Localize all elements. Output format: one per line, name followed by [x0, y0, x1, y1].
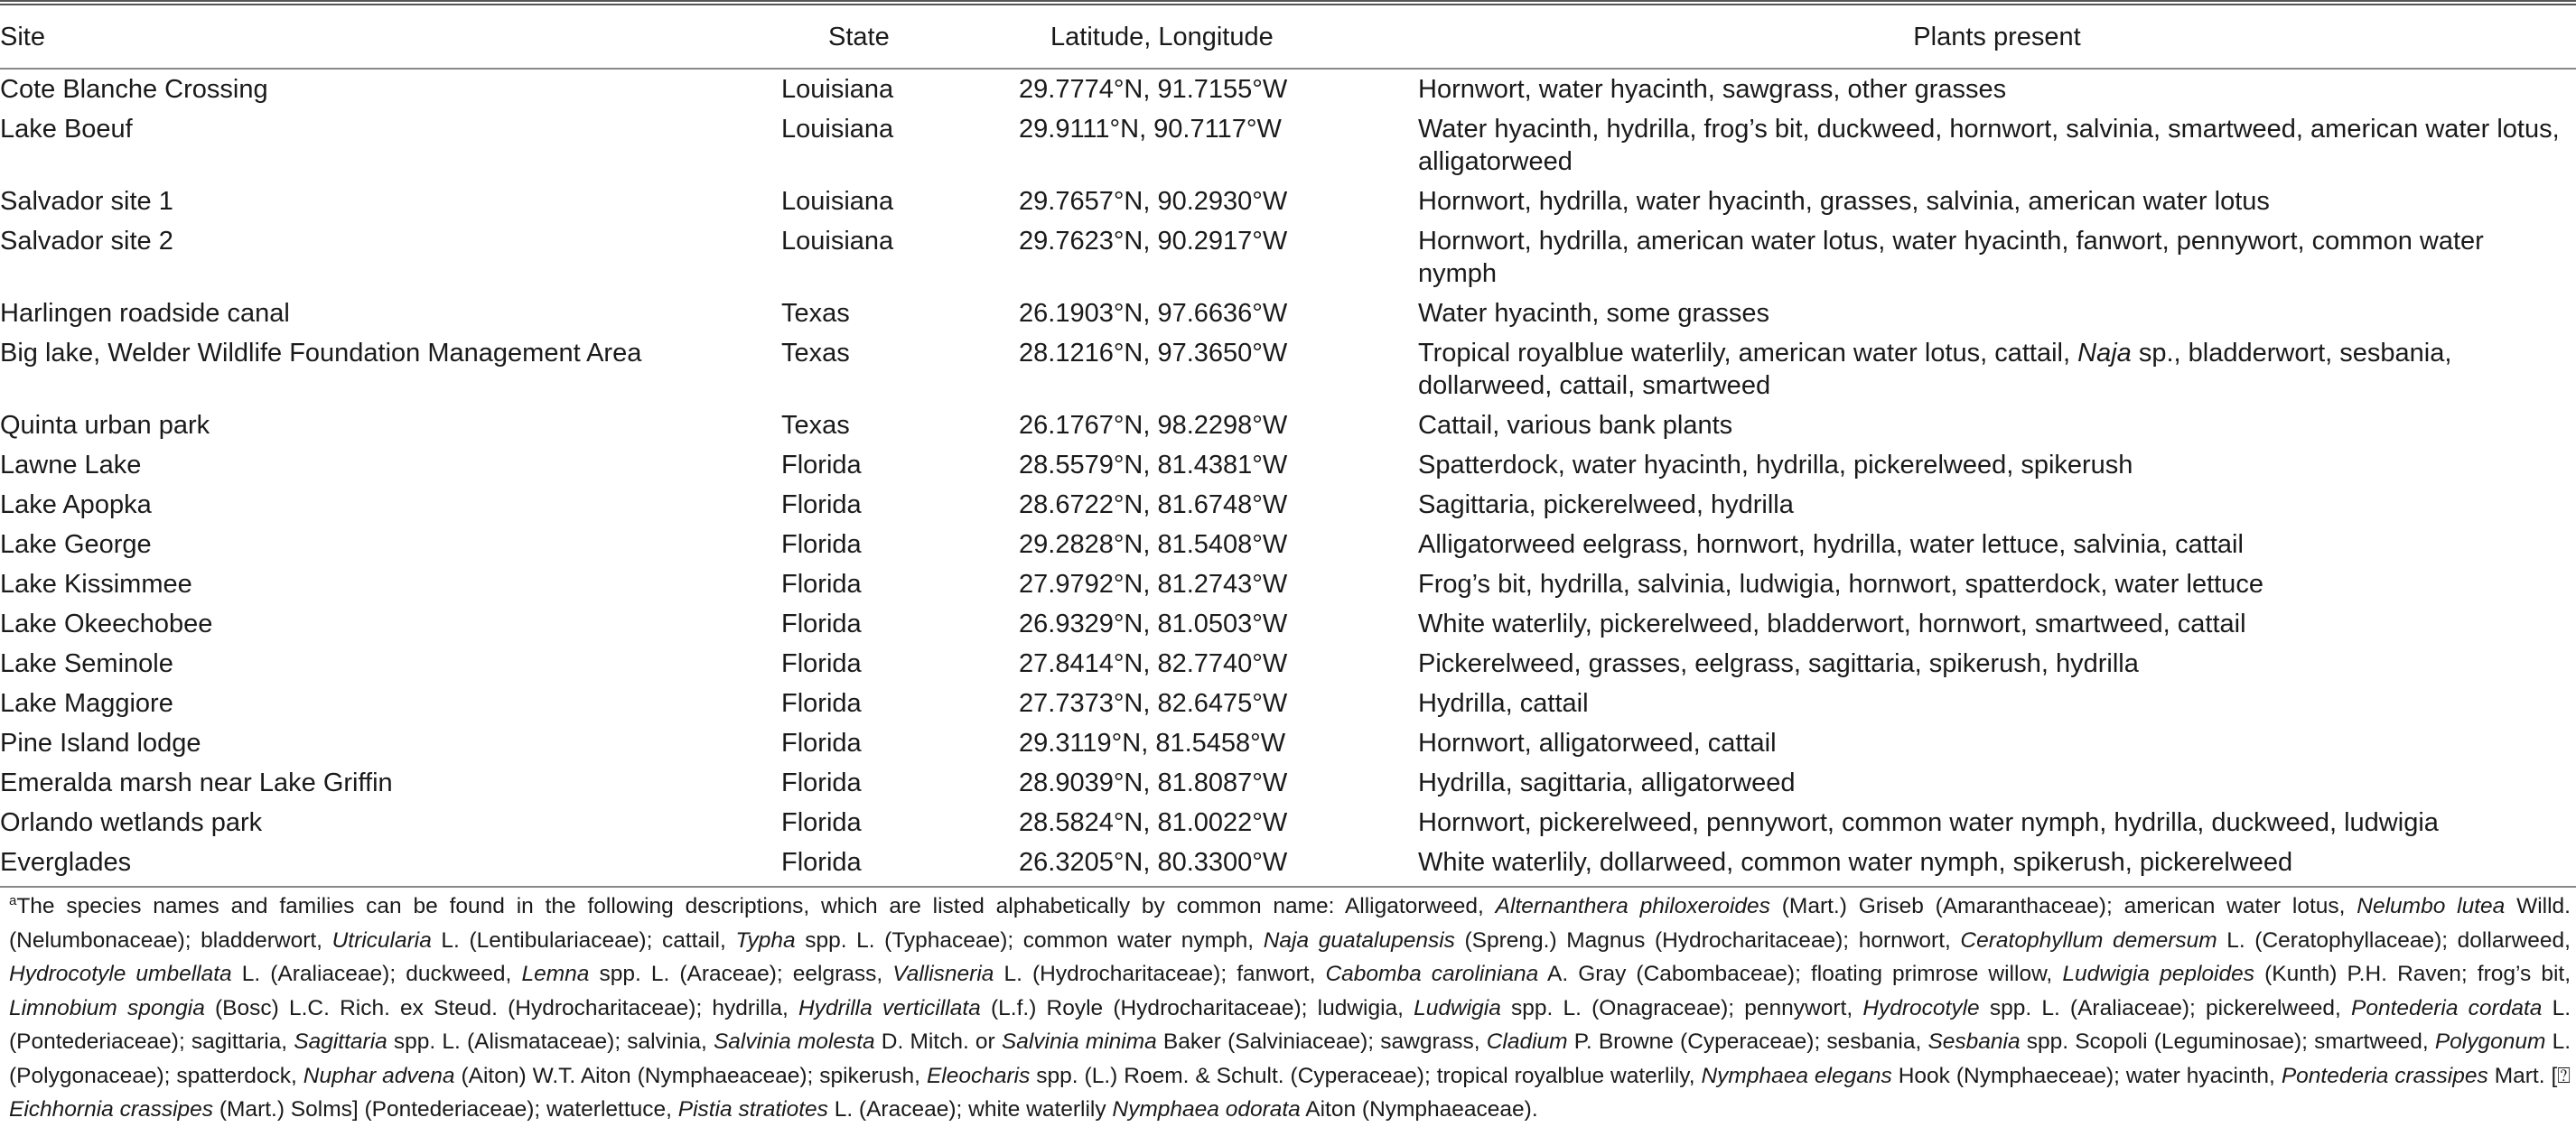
- header-coords: Latitude, Longitude: [985, 3, 1418, 69]
- footnote-segment: (Spreng.) Magnus (Hydrocharitaceae); hornwort,: [1454, 927, 1961, 953]
- footnote-segment: L. (Hydrocharitaceae); fanwort,: [994, 962, 1326, 986]
- cell-site: Salvador site 2: [0, 227, 173, 256]
- footnote-segment: L. (Pontederiaceae); sagittaria,: [9, 995, 2571, 1054]
- cell-site: Everglades: [0, 843, 781, 887]
- cell-state: Louisiana: [781, 115, 894, 144]
- cell-site: Lake Okeechobee: [0, 610, 213, 638]
- footnote-segment: spp. (L.) Roem. & Schult. (Cyperaceae); tropical royalblue waterlily,: [1030, 1063, 1702, 1088]
- species-name: Pontederia crassipes: [2281, 1063, 2488, 1088]
- cell-site: Lake Kissimmee: [0, 570, 192, 599]
- cell-coords: 28.1216°N, 97.3650°W: [1019, 339, 1288, 368]
- cell-site: Lake George: [0, 530, 152, 559]
- footnote-segment: L. (Araceae); white waterlily: [827, 1097, 1113, 1122]
- cell-plants: Hornwort, pickerelweed, pennywort, common water nymph, hydrilla, duckweed, ludwigia: [1418, 808, 2439, 837]
- cell-coords: 28.9039°N, 81.8087°W: [1019, 768, 1288, 797]
- footnote-segment: spp. L. (Typhaceae); common water nymph,: [795, 927, 1264, 953]
- cell-state: Florida: [781, 530, 862, 559]
- table-row: [0, 485, 2576, 525]
- cell-state: Texas: [781, 411, 850, 440]
- cell-coords: 29.9111°N, 90.7117°W: [1019, 115, 1282, 144]
- footnote-segment: spp. L. (Araliaceae); pickerelweed,: [1979, 995, 2351, 1020]
- species-name: Hydrocotyle umbellata: [9, 962, 232, 986]
- species-name: Pistia stratiotes: [677, 1097, 828, 1122]
- cell-plants: Water hyacinth, hydrilla, frog’s bit, duckweed, hornwort, salvinia, smartweed, american water lotus, alligatorweed: [1418, 115, 2560, 176]
- footnote-segment: P. Browne (Cyperaceae); sesbania,: [1567, 1029, 1928, 1054]
- cell-coords: 26.1903°N, 97.6636°W: [1019, 299, 1288, 328]
- species-name: Limnobium spongia: [9, 995, 205, 1020]
- cell-coords: 27.8414°N, 82.7740°W: [1019, 649, 1288, 678]
- table-header: [0, 3, 2576, 69]
- footnote-segment: L. (Lentibulariaceae); cattail,: [431, 927, 736, 953]
- table-row: [0, 803, 2576, 843]
- table-row: [0, 525, 2576, 564]
- cell-site: Pine Island lodge: [0, 729, 201, 758]
- cell-plants: [1418, 333, 2576, 405]
- cell-plants: Hornwort, hydrilla, water hyacinth, grasses, salvinia, american water lotus: [1418, 187, 2270, 216]
- table-row: [0, 293, 2576, 333]
- header-state: State: [781, 3, 985, 69]
- species-name: Ludwigia peploides: [2062, 962, 2254, 986]
- footnote-segment: (Aiton) W.T. Aiton (Nymphaeaceae); spikerush,: [454, 1063, 927, 1088]
- species-name: Utricularia: [331, 927, 432, 953]
- cell-coords: 29.2828°N, 81.5408°W: [1019, 530, 1288, 559]
- footnote-segment: L. (Ceratophyllaceae); dollarweed,: [2217, 927, 2571, 953]
- table-row: [0, 405, 2576, 445]
- footnote-segment: L. (Polygonaceae); spatterdock,: [9, 1029, 2571, 1088]
- cell-state: Florida: [781, 451, 862, 480]
- cell-coords: 28.5824°N, 81.0022°W: [1019, 808, 1288, 837]
- footnote-segment: (Bosc) L.C. Rich. ex Steud. (Hydrocharitaceae); hydrilla,: [204, 995, 799, 1020]
- cell-site: Lake Seminole: [0, 649, 173, 678]
- cell-state: Florida: [781, 649, 862, 678]
- footnote-segment: D. Mitch. or: [874, 1029, 1002, 1054]
- plants-text: Tropical royalblue waterlily, american water lotus, cattail,: [1418, 339, 2078, 368]
- table-row: [0, 564, 2576, 604]
- cell-coords: 27.7373°N, 82.6475°W: [1019, 689, 1288, 718]
- footnote-segment: Baker (Salviniaceae); sawgrass,: [1156, 1029, 1487, 1054]
- cell-state: Florida: [781, 689, 862, 718]
- species-name: Salvinia minima: [1001, 1029, 1157, 1054]
- species-name: Nymphaea odorata: [1112, 1097, 1301, 1122]
- footnote-segment: spp. L. (Onagraceae); pennywort,: [1500, 995, 1863, 1020]
- cell-state: Florida: [781, 808, 862, 837]
- header-site: Site: [0, 3, 781, 69]
- cell-state: Florida: [781, 843, 985, 887]
- cell-coords: 26.1767°N, 98.2298°W: [1019, 411, 1288, 440]
- species-name: Cabomba caroliniana: [1325, 962, 1539, 986]
- species-name: Ceratophyllum demersum: [1960, 927, 2217, 953]
- cell-coords: 28.6722°N, 81.6748°W: [1019, 490, 1288, 519]
- cell-plants: Sagittaria, pickerelweed, hydrilla: [1418, 490, 1794, 519]
- footnote-segment: spp. L. (Alismataceae); salvinia,: [387, 1029, 714, 1054]
- cell-state: Florida: [781, 729, 862, 758]
- footnote-segment: spp. Scopoli (Leguminosae); smartweed,: [2020, 1029, 2435, 1054]
- species-name: Vallisneria: [892, 962, 994, 986]
- header-row: [0, 3, 2576, 69]
- cell-site: Cote Blanche Crossing: [0, 75, 268, 104]
- table-row: [0, 723, 2576, 763]
- species-name: Salvinia molesta: [713, 1029, 875, 1054]
- cell-site: Harlingen roadside canal: [0, 299, 290, 328]
- species-name: Polygonum: [2434, 1029, 2546, 1054]
- species-name: Hydrocotyle: [1862, 995, 1980, 1020]
- cell-state: Texas: [781, 299, 850, 328]
- cell-coords: 27.9792°N, 81.2743°W: [1019, 570, 1288, 599]
- cell-site: Salvador site 1: [0, 187, 173, 216]
- table-row: [0, 644, 2576, 684]
- table-footnote: [0, 889, 2576, 1127]
- cell-site: Lake Maggiore: [0, 689, 173, 718]
- table-row: [0, 843, 2576, 887]
- cell-coords: 28.5579°N, 81.4381°W: [1019, 451, 1288, 480]
- cell-coords: 29.7623°N, 90.2917°W: [1019, 227, 1288, 256]
- cell-plants: Hydrilla, cattail: [1418, 689, 1589, 718]
- cell-plants: Cattail, various bank plants: [1418, 411, 1733, 440]
- cell-state: Florida: [781, 610, 862, 638]
- cell-state: Louisiana: [781, 75, 894, 104]
- cell-site: Lawne Lake: [0, 451, 142, 480]
- cell-state: Florida: [781, 768, 862, 797]
- footnote-segment: (Mart.) Solms] (Pontederiaceae); waterlettuce,: [213, 1097, 678, 1122]
- cell-site: Lake Apopka: [0, 490, 152, 519]
- cell-state: Florida: [781, 570, 862, 599]
- species-name: Nelumbo lutea: [2357, 894, 2506, 918]
- cell-plants: Hornwort, alligatorweed, cattail: [1418, 729, 1777, 758]
- species-name: Alternanthera philoxeroides: [1495, 894, 1770, 918]
- cell-site: Orlando wetlands park: [0, 808, 263, 837]
- cell-site: Emeralda marsh near Lake Griffin: [0, 768, 393, 797]
- footnote-segment: (Kunth) P.H. Raven; frog’s bit,: [2254, 962, 2571, 986]
- cell-plants: Alligatorweed eelgrass, hornwort, hydrilla, water lettuce, salvinia, cattail: [1418, 530, 2244, 559]
- footnote-segment: spp. L. (Araceae); eelgrass,: [589, 962, 893, 986]
- cell-coords: 26.9329°N, 81.0503°W: [1019, 610, 1288, 638]
- species-name: Eleocharis: [926, 1063, 1031, 1088]
- plants-text: sp., bladderwort, sesbania, dollarweed, cattail, smartweed: [1418, 339, 2452, 400]
- footnote-segment: (Mart.) Griseb (Amaranthaceae); american water lotus,: [1769, 894, 2357, 918]
- species-name: Sesbania: [1927, 1029, 2021, 1054]
- species-name: Sagittaria: [294, 1029, 387, 1054]
- cell-coords: 29.7774°N, 91.7155°W: [1019, 75, 1288, 104]
- cell-coords: 26.3205°N, 80.3300°W: [985, 843, 1418, 887]
- cell-coords: 29.3119°N, 81.5458°W: [1019, 729, 1286, 758]
- table-body: [0, 69, 2576, 887]
- cell-site: Lake Boeuf: [0, 115, 133, 144]
- footnote-segment: Willd. (Nelumbonaceae); bladderwort,: [9, 894, 2571, 953]
- plants-italic: Naja: [2077, 339, 2132, 368]
- table-row: [0, 604, 2576, 644]
- cell-state: Louisiana: [781, 187, 894, 216]
- cell-plants: Frog’s bit, hydrilla, salvinia, ludwigia, hornwort, spatterdock, water lettuce: [1418, 570, 2263, 599]
- species-name: Nymphaea elegans: [1701, 1063, 1892, 1088]
- species-name: Nuphar advena: [303, 1063, 455, 1088]
- footnote-segment: A. Gray (Cabombaceae); floating primrose willow,: [1538, 962, 2063, 986]
- table-row: [0, 333, 2576, 405]
- footnote-segment: Hook (Nymphaeceae); water hyacinth,: [1891, 1063, 2282, 1088]
- cell-state: Texas: [781, 339, 850, 368]
- footnote-marker: a: [9, 893, 17, 908]
- cell-plants: Pickerelweed, grasses, eelgrass, sagittaria, spikerush, hydrilla: [1418, 649, 2139, 678]
- species-name: Naja guatalupensis: [1263, 927, 1455, 953]
- footnote-segment: Aiton (Nymphaeaceae).: [1300, 1097, 1538, 1122]
- species-name: Lemna: [521, 962, 590, 986]
- footnote-segment: (L.f.) Royle (Hydrocharitaceae); ludwigia,: [980, 995, 1414, 1020]
- table-row: [0, 221, 2576, 293]
- cell-state: Florida: [781, 490, 862, 519]
- cell-plants: White waterlily, dollarweed, common water nymph, spikerush, pickerelweed: [1418, 843, 2576, 887]
- cell-plants: White waterlily, pickerelweed, bladderwort, hornwort, smartweed, cattail: [1418, 610, 2246, 638]
- footnote-text: [9, 894, 2571, 1122]
- species-name: Eichhornia crassipes: [9, 1097, 214, 1122]
- cell-site: Quinta urban park: [0, 411, 210, 440]
- table-row: [0, 763, 2576, 803]
- table-row: [0, 69, 2576, 109]
- footnote-segment: L. (Araliaceae); duckweed,: [231, 962, 522, 986]
- species-name: Ludwigia: [1414, 995, 1501, 1020]
- cell-plants: Spatterdock, water hyacinth, hydrilla, pickerelweed, spikerush: [1418, 451, 2133, 480]
- table-row: [0, 684, 2576, 723]
- cell-site: Big lake, Welder Wildlife Foundation Management Area: [0, 339, 642, 368]
- header-plants: Plants present: [1418, 3, 2576, 69]
- cell-plants: Hydrilla, sagittaria, alligatorweed: [1418, 768, 1796, 797]
- cell-state: Louisiana: [781, 227, 894, 256]
- species-name: Typha: [735, 927, 796, 953]
- cell-plants: Hornwort, water hyacinth, sawgrass, other grasses: [1418, 75, 2007, 104]
- table-row: [0, 445, 2576, 485]
- table-row: [0, 109, 2576, 182]
- table-row: [0, 182, 2576, 221]
- species-name: Hydrilla verticillata: [798, 995, 981, 1020]
- cell-plants: Hornwort, hydrilla, american water lotus, water hyacinth, fanwort, pennywort, common water nymph: [1418, 227, 2484, 288]
- cell-coords: 29.7657°N, 90.2930°W: [1019, 187, 1288, 216]
- species-name: Pontederia cordata: [2350, 995, 2543, 1020]
- species-name: Cladium: [1486, 1029, 1568, 1054]
- cell-plants: Water hyacinth, some grasses: [1418, 299, 1769, 328]
- footnote-segment: Mart. [⍰: [2487, 1063, 2571, 1088]
- footnote-segment: The species names and families can be found in the following descriptions, which are listed alphabetically by common name: Alligatorweed,: [16, 894, 1496, 918]
